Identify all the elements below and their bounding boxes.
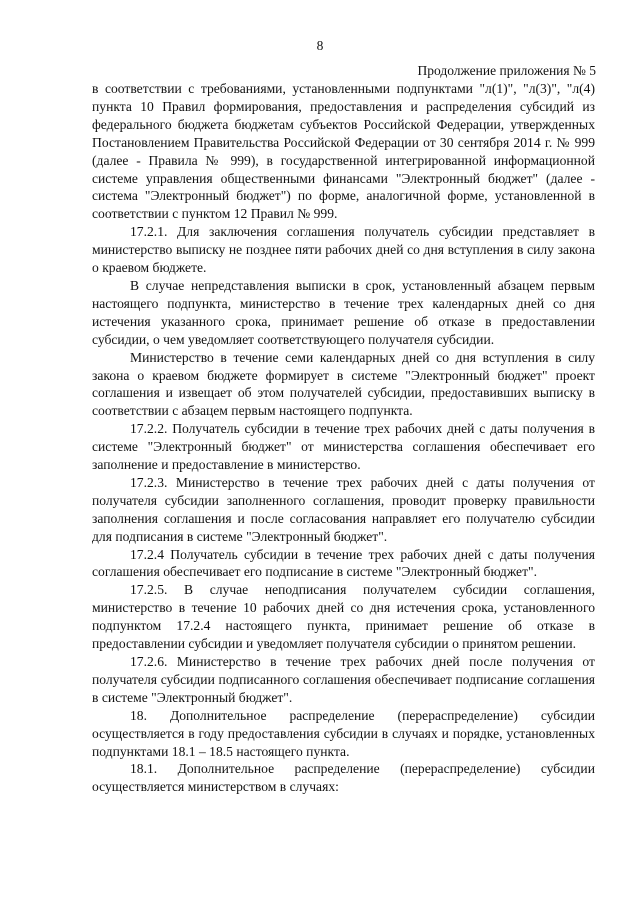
paragraph-continuation: в соответствии с требованиями, установленными подпунктами "л(1)", "л(3)", "л(4) пункта 10 Правил формирования, предоставления и распределения субсидий из федерального бюджета бюджетам субъектов Российской Федерации, утвержденных Постановлением Правительства Российской Федерации от 30 сентября 2014 г. № 999 (далее - Правила № 999), в государственной интегрированной информационной системе управления общественными финансами "Электронный бюджет" (далее - система "Электронный бюджет") по форме, аналогичной форме, установленной в соответствии с пунктом 12 Правил № 999. bbox=[92, 81, 595, 222]
paragraph-18-1: 18.1. Дополнительное распределение (перераспределение) субсидии осуществляется министерством в случаях: bbox=[92, 761, 595, 795]
paragraph-18: 18. Дополнительное распределение (перераспределение) субсидии осуществляется в году предоставления субсидии в случаях и порядке, установленных подпунктами 18.1 – 18.5 настоящего пункта. bbox=[92, 707, 595, 759]
paragraph-17-2-6: 17.2.6. Министерство в течение трех рабочих дней после получения от получателя субсидии подписанного соглашения обеспечивает подписание соглашения в системе "Электронный бюджет". bbox=[92, 654, 595, 705]
paragraph-17-2-1: 17.2.1. Для заключения соглашения получатель субсидии представляет в министерство выписку не позднее пяти рабочих дней со дня вступления в силу закона о краевом бюджете. bbox=[92, 224, 595, 276]
continuation-header: Продолжение приложения № 5 bbox=[417, 63, 596, 78]
paragraph-17-2-5: 17.2.5. В случае неподписания получателем субсидии соглашения, министерство в течение 10 рабочих дней со дня истечения срока, установленного подпунктом 17.2.4 настоящего пункта, принимает решение об отказе в предоставлении субсидии и уведомляет получателя субсидии о принятом решении. bbox=[92, 582, 595, 652]
paragraph-17-2-3: 17.2.3. Министерство в течение трех рабочих дней с даты получения от получателя субсидии заполненного соглашения, проводит проверку правильности заполнения соглашения и после согласования направляет его получателю субсидии для подписания в системе "Электронный бюджет". bbox=[92, 474, 595, 544]
paragraph-17-2-4: 17.2.4 Получатель субсидии в течение трех рабочих дней с даты получения соглашения обеспечивает его подписание в системе "Электронный бюджет". bbox=[92, 546, 595, 580]
document-body bbox=[92, 80, 595, 796]
page-number: 8 bbox=[316, 38, 324, 53]
paragraph-17-2-2: 17.2.2. Получатель субсидии в течение трех рабочих дней с даты получения в системе "Электронный бюджет" от министерства соглашения обеспечивает его заполнение и предоставление в министерство. bbox=[92, 421, 595, 473]
paragraph-ministry-forms-draft: Министерство в течение семи календарных дней со дня вступления в силу закона о краевом бюджете формирует в системе "Электронный бюджет" проект соглашения и извещает об этом получателей субсидии, предоставивших выписку в соответствии с абзацем первым настоящего подпункта. bbox=[92, 349, 595, 419]
paragraph-non-submission: В случае непредставления выписки в срок, установленный абзацем первым настоящего подпункта, министерство в течение трех календарных дней со дня истечения указанного срока, принимает решение об отказе в предоставлении субсидии, о чем уведомляет соответствующего получателя субсидии. bbox=[92, 277, 595, 347]
